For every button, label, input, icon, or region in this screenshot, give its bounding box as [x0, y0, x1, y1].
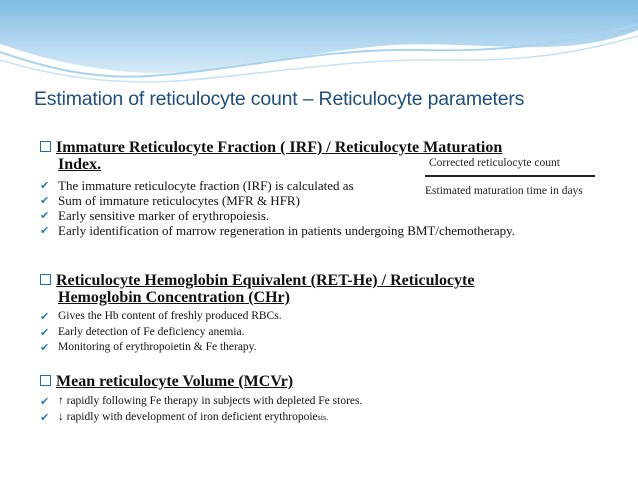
section-heading-continued: Hemoglobin Concentration (CHr)	[58, 289, 290, 306]
formula-denominator: Estimated maturation time in days	[425, 184, 583, 197]
list-item: ✔ ↑ rapidly following Fe therapy in subjects with depleted Fe stores.	[40, 395, 363, 408]
irf-formula	[425, 157, 595, 197]
list-item: ✔ ↓ rapidly with development of iron deficient erythropoiesis.	[40, 410, 329, 424]
square-bullet-icon	[40, 141, 51, 152]
check-icon: ✔	[40, 224, 50, 237]
list-item: ✔ Sum of immature reticulocytes (MFR & HFR)	[40, 193, 300, 208]
check-icon: ✔	[40, 310, 50, 323]
check-icon: ✔	[40, 209, 50, 222]
formula-numerator: Corrected reticulocyte count	[429, 157, 560, 169]
fraction-bar	[425, 175, 595, 177]
section-ret-he	[40, 272, 610, 356]
section-heading: Immature Reticulocyte Fraction ( IRF) / Reticulocyte Maturation	[40, 139, 610, 156]
check-icon: ✔	[40, 179, 50, 192]
section-heading: Reticulocyte Hemoglobin Equivalent (RET-He) / Reticulocyte	[40, 272, 610, 289]
check-icon: ✔	[40, 410, 50, 424]
square-bullet-icon	[40, 375, 51, 386]
section-mcvr	[40, 373, 610, 425]
list-item: ✔ Early sensitive marker of erythropoiesis.	[40, 208, 270, 223]
list-item: ✔ Early identification of marrow regeneration in patients undergoing BMT/chemotherapy.	[40, 223, 516, 238]
slide-title: Estimation of reticulocyte count – Reticulocyte parameters	[34, 88, 525, 110]
list-item: ✔ The immature reticulocyte fraction (IRF) is calculated as	[40, 178, 354, 193]
list-item: ✔ Gives the Hb content of freshly produced RBCs.	[40, 310, 282, 323]
header-wave-decoration	[0, 0, 638, 92]
check-icon: ✔	[40, 395, 50, 408]
list-item: ✔ Early detection of Fe deficiency anemia.	[40, 325, 245, 339]
list-item: ✔ Monitoring of erythropoietin & Fe therapy.	[40, 341, 257, 354]
check-icon: ✔	[40, 194, 50, 207]
check-icon: ✔	[40, 325, 50, 339]
section-heading-continued: Index.	[58, 156, 102, 173]
square-bullet-icon	[40, 274, 51, 285]
check-icon: ✔	[40, 341, 50, 354]
section-heading: Mean reticulocyte Volume (MCVr)	[40, 373, 610, 390]
